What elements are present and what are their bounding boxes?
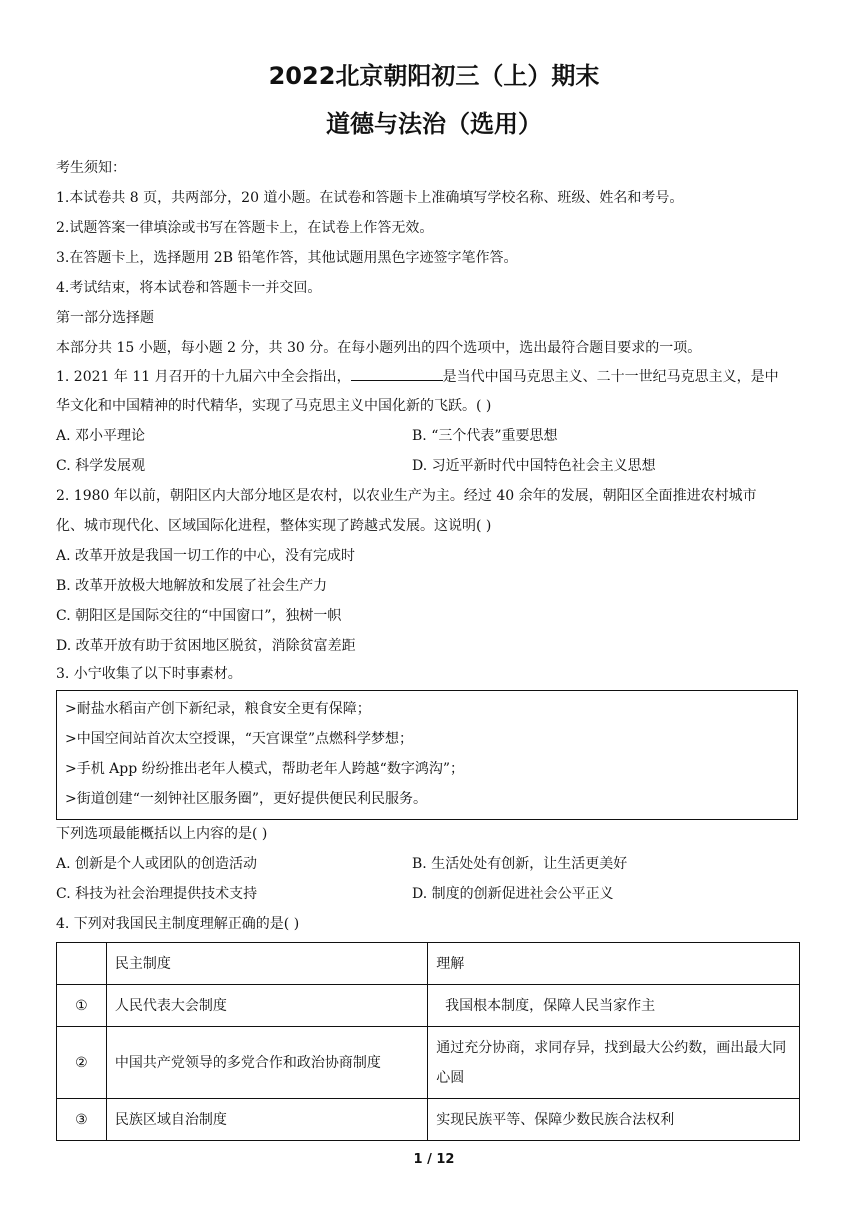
part-intro: 本部分共 15 小题，每小题 2 分，共 30 分。在每小题列出的四个选项中，选出最符合题目要求的一项。	[56, 340, 702, 356]
material-item: >中国空间站首次太空授课，“天宫课堂”点燃科学梦想；	[65, 731, 414, 747]
option-a: A. 邓小平理论	[56, 428, 146, 444]
question-2-stem: 2. 1980 年以前，朝阳区内大部分地区是农村，以农业生产为主。经过 40 余年的发展，朝阳区全面推进农村城市	[56, 488, 757, 504]
question-4-stem: 4. 下列对我国民主制度理解正确的是( )	[56, 916, 300, 932]
option-c: C. 朝阳区是国际交往的“中国窗口”，独树一帜	[56, 608, 342, 624]
meaning-cell: 通过充分协商，求同存异，找到最大公约数，画出最大同心圆	[428, 1027, 800, 1099]
option-a: A. 创新是个人或团队的创造活动	[56, 856, 258, 872]
system-cell: 人民代表大会制度	[106, 985, 427, 1027]
notice-heading: 考生须知：	[56, 160, 126, 176]
option-b: B. 改革开放极大地解放和发展了社会生产力	[56, 578, 328, 594]
meaning-cell: 我国根本制度，保障人民当家作主	[428, 985, 800, 1027]
page-subtitle: 道德与法治（选用）	[326, 110, 542, 138]
notice-item: 4.考试结束，将本试卷和答题卡一并交回。	[56, 280, 322, 296]
question-3-question: 下列选项最能概括以上内容的是( )	[56, 826, 268, 842]
part-heading: 第一部分选择题	[56, 310, 154, 326]
question-2-stem-cont: 化、城市现代化、区域国际化进程，整体实现了跨越式发展。这说明( )	[56, 518, 492, 534]
notice-item: 2.试题答案一律填涂或书写在答题卡上，在试卷上作答无效。	[56, 220, 434, 236]
question-1-stem-cont: 华文化和中国精神的时代精华，实现了马克思主义中国化新的飞跃。( )	[56, 398, 492, 414]
material-item: >耐盐水稻亩产创下新纪录，粮食安全更有保障；	[65, 701, 371, 717]
option-d: D. 改革开放有助于贫困地区脱贫，消除贫富差距	[56, 638, 356, 654]
table-row	[57, 985, 800, 1027]
option-a: A. 改革开放是我国一切工作的中心，没有完成时	[56, 548, 356, 564]
system-cell: 中国共产党领导的多党合作和政治协商制度	[106, 1027, 427, 1099]
question-3-stem: 3. 小宁收集了以下时事素材。	[56, 666, 242, 682]
option-c: C. 科技为社会治理提供技术支持	[56, 886, 258, 902]
material-item: >手机 App 纷纷推出老年人模式，帮助老年人跨越“数字鸿沟”；	[65, 761, 464, 777]
material-item: >街道创建“一刻钟社区服务圈”，更好提供便民利民服务。	[65, 791, 428, 807]
notice-item: 1.本试卷共 8 页，共两部分，20 道小题。在试卷和答题卡上准确填写学校名称、班级、姓名和考号。	[56, 190, 684, 206]
question-1-stem	[56, 366, 779, 387]
table-header-cell	[57, 943, 107, 985]
option-b: B. 生活处处有创新，让生活更美好	[412, 856, 628, 872]
question-1-text-before: 1. 2021 年 11 月召开的十九届六中全会指出，	[56, 369, 351, 385]
table-row	[57, 1027, 800, 1099]
democracy-table	[56, 942, 800, 1141]
answer-blank	[351, 366, 443, 381]
option-c: C. 科学发展观	[56, 458, 146, 474]
news-material-box	[56, 690, 798, 820]
notice-item: 3.在答题卡上，选择题用 2B 铅笔作答，其他试题用黑色字迹签字笔作答。	[56, 250, 518, 266]
page-number: 1 / 12	[413, 1152, 455, 1167]
option-d: D. 习近平新时代中国特色社会主义思想	[412, 458, 656, 474]
table-header-cell: 理解	[428, 943, 800, 985]
table-header-cell: 民主制度	[106, 943, 427, 985]
table-row	[57, 1099, 800, 1141]
row-number: ③	[57, 1099, 107, 1141]
option-d: D. 制度的创新促进社会公平正义	[412, 886, 614, 902]
row-number: ①	[57, 985, 107, 1027]
meaning-cell: 实现民族平等、保障少数民族合法权利	[428, 1099, 800, 1141]
option-b: B. “三个代表”重要思想	[412, 428, 558, 444]
table-header-row	[57, 943, 800, 985]
row-number: ②	[57, 1027, 107, 1099]
page-title: 2022北京朝阳初三（上）期末	[268, 62, 600, 90]
system-cell: 民族区域自治制度	[106, 1099, 427, 1141]
question-1-text-after: 是当代中国马克思主义、二十一世纪马克思主义，是中	[442, 369, 779, 385]
